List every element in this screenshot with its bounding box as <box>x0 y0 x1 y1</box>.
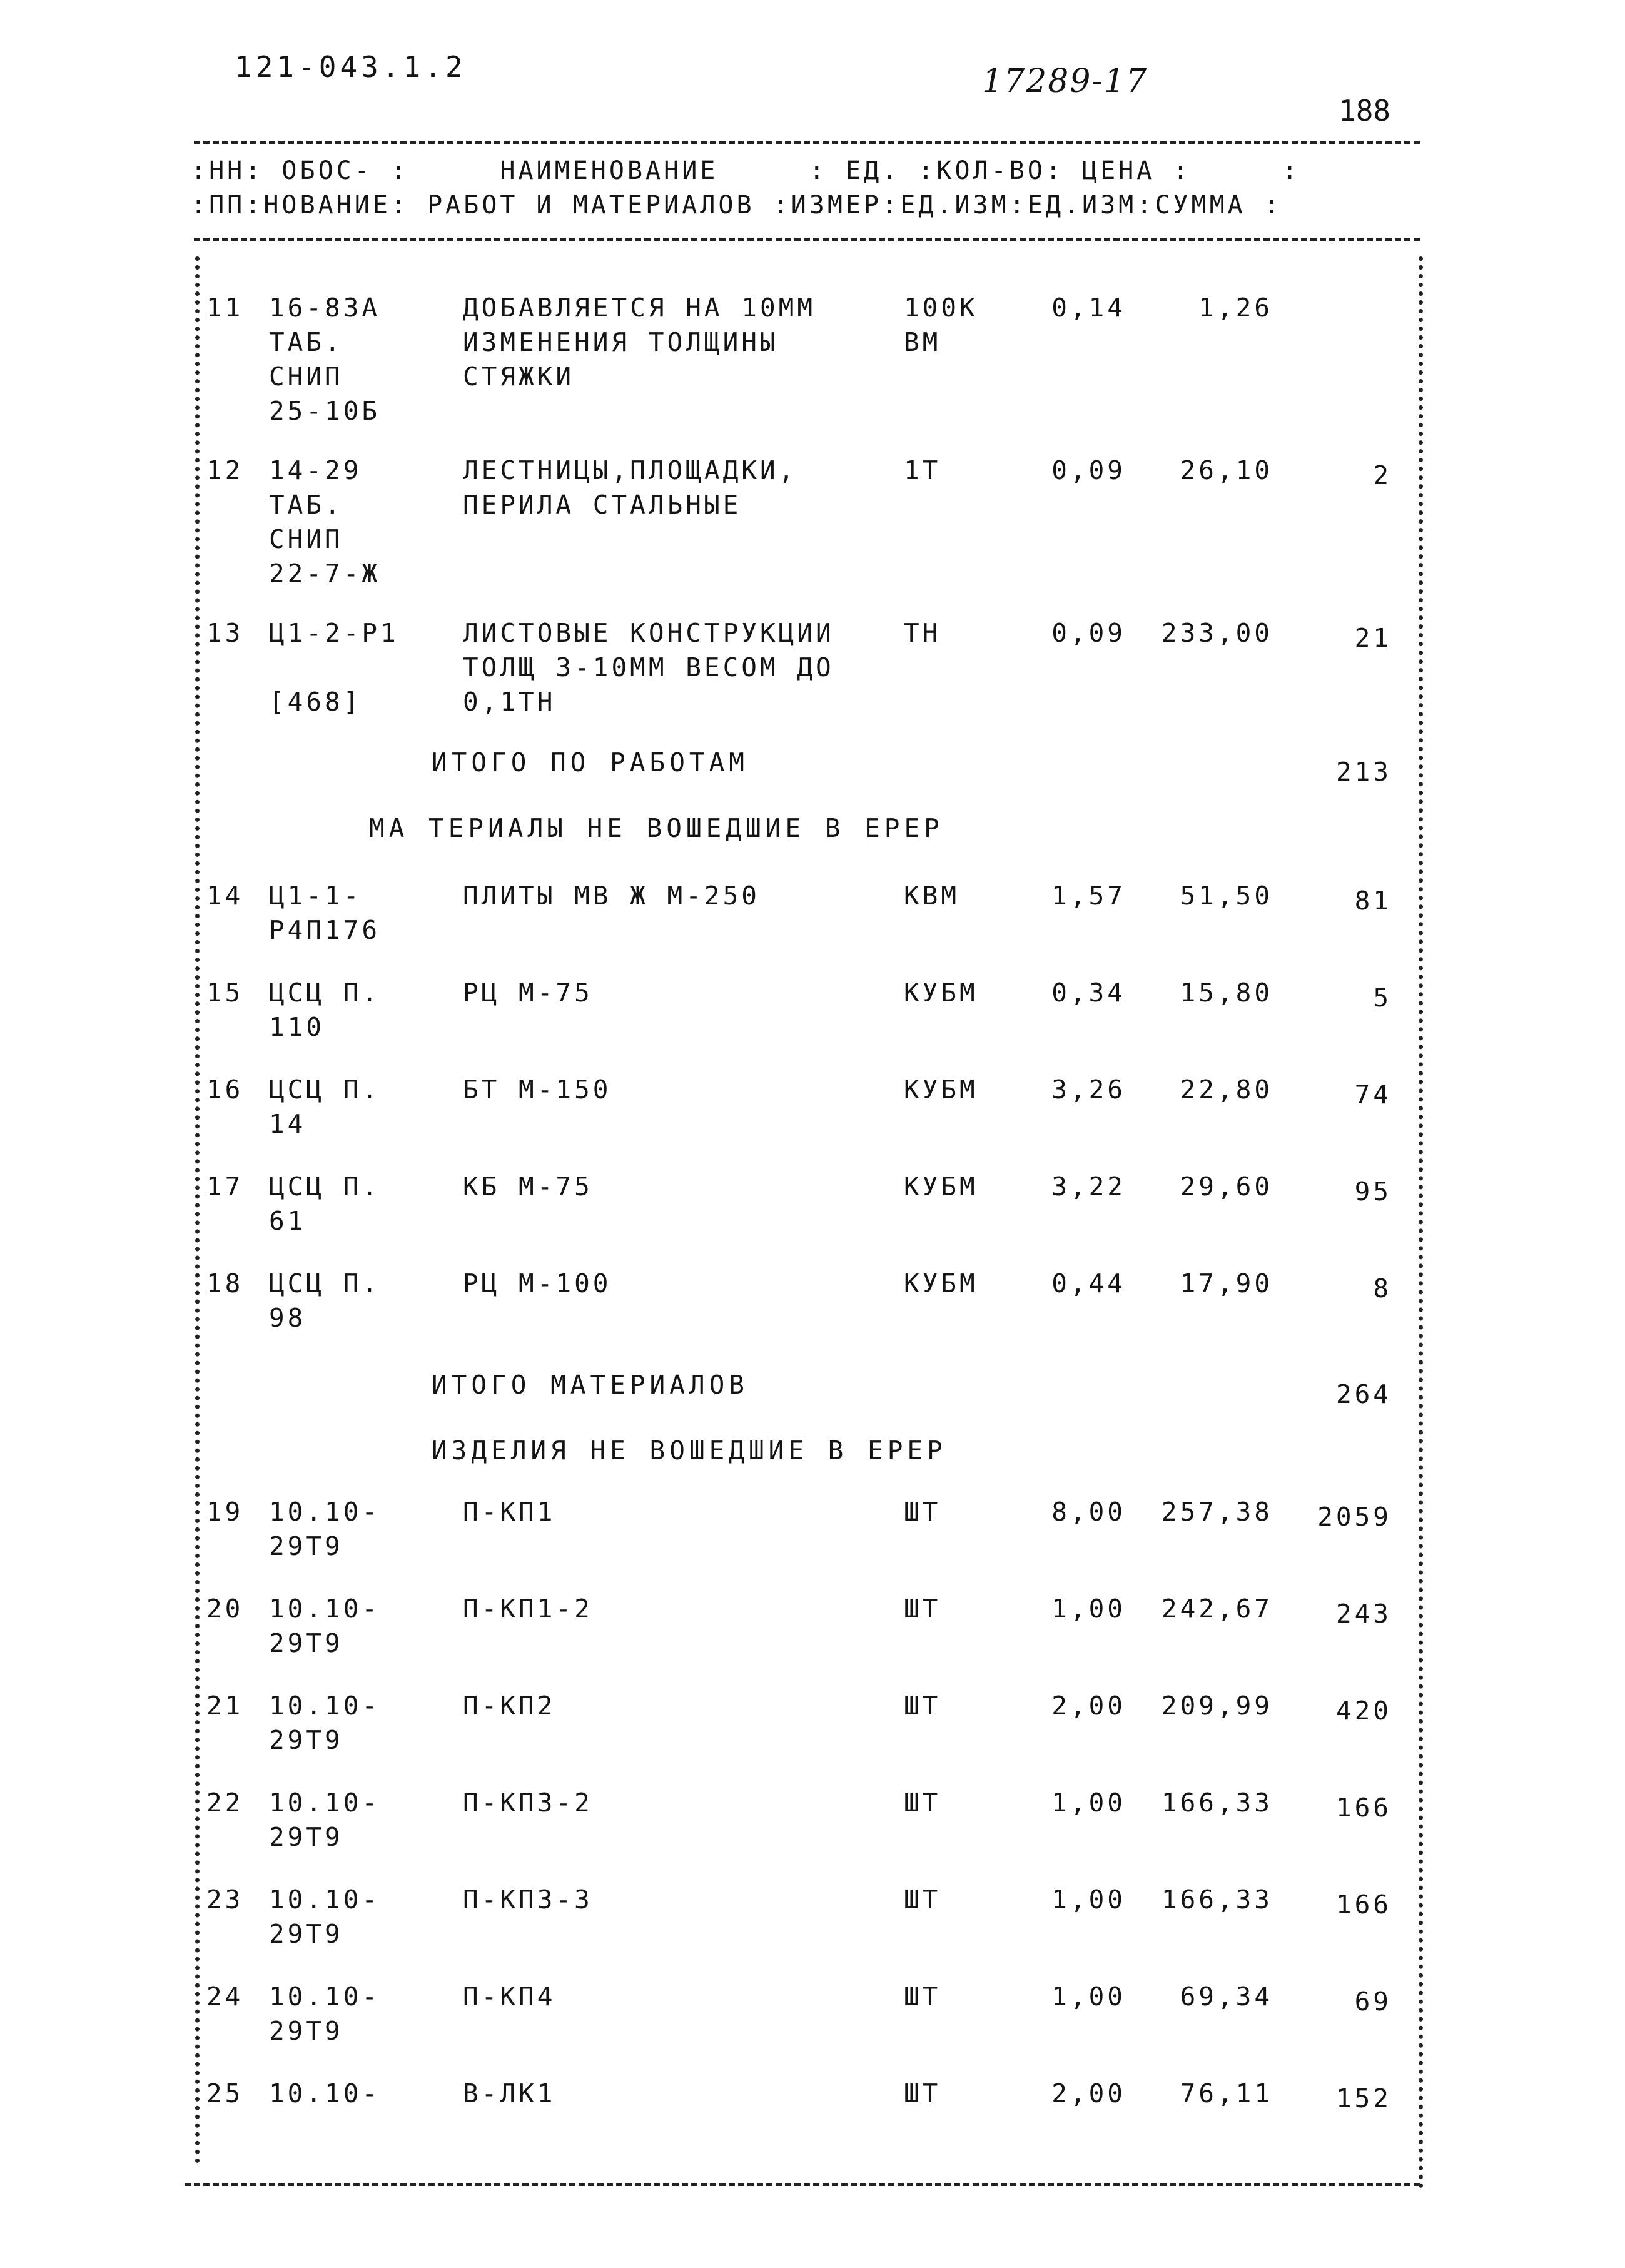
justification-code: 29Т9 <box>269 1822 343 1852</box>
unit-price: 233,00 <box>1161 618 1273 648</box>
row-number: 21 <box>206 1691 244 1721</box>
work-name: ИЗМЕНЕНИЯ ТОЛЩИНЫ <box>463 327 779 357</box>
line-sum: 420 <box>1335 1696 1392 1726</box>
unit-of-measure: ШТ <box>904 1594 941 1624</box>
table-header-line-2: :ПП:НОВАНИЕ: РАБОТ И МАТЕРИАЛОВ :ИЗМЕР:ЕД.ИЗМ:ЕД.ИЗМ:СУММА : <box>191 191 1282 220</box>
line-sum: 69 <box>1354 1987 1392 2017</box>
work-name: П-КП3-3 <box>463 1885 593 1915</box>
top-dashed-rule <box>194 141 1420 144</box>
work-name: ТОЛЩ 3-10ММ ВЕСОМ ДО <box>463 652 834 682</box>
justification-code: ЦСЦ П. <box>269 1075 381 1105</box>
unit-of-measure: 100К <box>904 293 978 323</box>
line-sum: 243 <box>1335 1599 1392 1629</box>
work-name: ПЛИТЫ МВ Ж М-250 <box>463 881 760 911</box>
work-name: П-КП3-2 <box>463 1788 593 1818</box>
unit-price: 26,10 <box>1180 455 1273 485</box>
justification-code: 25-10Б <box>269 396 381 426</box>
row-number: 23 <box>206 1885 244 1915</box>
justification-code: СНИП <box>269 362 343 392</box>
justification-code: ЦСЦ П. <box>269 978 381 1008</box>
quantity: 1,00 <box>1051 1788 1126 1818</box>
justification-code: СНИП <box>269 524 343 554</box>
section-label: МА ТЕРИАЛЫ НЕ ВОШЕДШИЕ В ЕРЕР <box>369 813 944 843</box>
justification-code: ЦСЦ П. <box>269 1268 381 1299</box>
justification-code: 10.10- <box>269 2078 381 2109</box>
row-number: 11 <box>206 293 244 323</box>
unit-of-measure: ШТ <box>904 1691 941 1721</box>
justification-code: 10.10- <box>269 1885 381 1915</box>
justification-code: Ц1-1- <box>269 881 362 911</box>
work-name: П-КП1-2 <box>463 1594 593 1624</box>
unit-price: 209,99 <box>1161 1691 1273 1721</box>
justification-code: 29Т9 <box>269 2016 343 2046</box>
row-number: 13 <box>206 618 244 648</box>
justification-code: ТАБ. <box>269 327 343 357</box>
unit-price: 15,80 <box>1180 978 1273 1008</box>
line-sum: 2059 <box>1317 1502 1392 1532</box>
work-name: РЦ М-75 <box>463 978 593 1008</box>
line-sum: 74 <box>1354 1080 1392 1110</box>
unit-of-measure: ШТ <box>904 1885 941 1915</box>
unit-price: 29,60 <box>1180 1172 1273 1202</box>
section-label: ИТОГО ПО РАБОТАМ <box>432 747 749 777</box>
quantity: 0,34 <box>1051 978 1126 1008</box>
justification-code: 10.10- <box>269 1691 381 1721</box>
justification-code: 14-29 <box>269 455 362 485</box>
row-number: 12 <box>206 455 244 485</box>
line-sum: 166 <box>1335 1793 1392 1823</box>
quantity: 1,00 <box>1051 1594 1126 1624</box>
section-label: ИТОГО МАТЕРИАЛОВ <box>432 1370 749 1400</box>
justification-code: ТАБ. <box>269 490 343 520</box>
line-sum: 81 <box>1354 886 1392 916</box>
unit-of-measure: КУБМ <box>904 978 978 1008</box>
justification-code: 16-83А <box>269 293 381 323</box>
section-label: ИЗДЕЛИЯ НЕ ВОШЕДШИЕ В ЕРЕР <box>432 1435 947 1466</box>
unit-price: 257,38 <box>1161 1497 1273 1527</box>
work-name: БТ М-150 <box>463 1075 612 1105</box>
unit-of-measure: КУБМ <box>904 1172 978 1202</box>
line-sum: 5 <box>1373 983 1392 1013</box>
unit-price: 166,33 <box>1161 1885 1273 1915</box>
quantity: 1,00 <box>1051 1982 1126 2012</box>
justification-code: 10.10- <box>269 1497 381 1527</box>
row-number: 24 <box>206 1982 244 2012</box>
work-name: В-ЛК1 <box>463 2078 556 2109</box>
unit-price: 51,50 <box>1180 881 1273 911</box>
quantity: 0,09 <box>1051 618 1126 648</box>
unit-of-measure: КВМ <box>904 881 960 911</box>
unit-of-measure: 1Т <box>904 455 941 485</box>
sheet-number: 17289-17 <box>982 63 1148 100</box>
line-sum: 95 <box>1354 1177 1392 1207</box>
justification-code: 14 <box>269 1109 306 1139</box>
work-name: П-КП4 <box>463 1982 556 2012</box>
row-number: 16 <box>206 1075 244 1105</box>
quantity: 0,44 <box>1051 1268 1126 1299</box>
quantity: 2,00 <box>1051 1691 1126 1721</box>
section-total: 264 <box>1335 1379 1392 1409</box>
row-number: 20 <box>206 1594 244 1624</box>
quantity: 1,57 <box>1051 881 1126 911</box>
line-sum: 166 <box>1335 1890 1392 1920</box>
unit-of-measure: ШТ <box>904 2078 941 2109</box>
justification-code: 22-7-Ж <box>269 559 381 589</box>
work-name: ДОБАВЛЯЕТСЯ НА 10ММ <box>463 293 816 323</box>
bottom-dashed-rule <box>185 2183 1420 2186</box>
row-number: 18 <box>206 1268 244 1299</box>
work-name: КБ М-75 <box>463 1172 593 1202</box>
page-number: 188 <box>1339 94 1391 128</box>
quantity: 1,00 <box>1051 1885 1126 1915</box>
work-name: 0,1ТН <box>463 687 556 717</box>
work-name: СТЯЖКИ <box>463 362 575 392</box>
row-number: 19 <box>206 1497 244 1527</box>
unit-of-measure: ТН <box>904 618 941 648</box>
quantity: 3,26 <box>1051 1075 1126 1105</box>
quantity: 2,00 <box>1051 2078 1126 2109</box>
unit-of-measure: ШТ <box>904 1497 941 1527</box>
justification-code: 98 <box>269 1303 306 1333</box>
justification-code: 110 <box>269 1012 325 1042</box>
work-name: П-КП2 <box>463 1691 556 1721</box>
row-number: 15 <box>206 978 244 1008</box>
unit-price: 242,67 <box>1161 1594 1273 1624</box>
justification-code: 29Т9 <box>269 1531 343 1561</box>
table-header-line-1: :НН: ОБОС- : НАИМЕНОВАНИЕ : ЕД. :КОЛ-ВО: ЦЕНА : : <box>191 156 1301 185</box>
line-sum: 21 <box>1354 623 1392 653</box>
justification-code: ЦСЦ П. <box>269 1172 381 1202</box>
justification-code: 10.10- <box>269 1788 381 1818</box>
unit-of-measure: КУБМ <box>904 1268 978 1299</box>
unit-price: 22,80 <box>1180 1075 1273 1105</box>
line-sum: 8 <box>1373 1273 1392 1304</box>
justification-code: 10.10- <box>269 1982 381 2012</box>
work-name: ЛИСТОВЫЕ КОНСТРУКЦИИ <box>463 618 834 648</box>
justification-code: 61 <box>269 1206 306 1236</box>
quantity: 0,14 <box>1051 293 1126 323</box>
unit-of-measure: ШТ <box>904 1982 941 2012</box>
header-dashed-rule <box>194 238 1420 241</box>
unit-price: 1,26 <box>1198 293 1273 323</box>
line-sum: 2 <box>1373 460 1392 490</box>
justification-code: Р4П176 <box>269 915 381 945</box>
work-name: РЦ М-100 <box>463 1268 612 1299</box>
unit-price: 17,90 <box>1180 1268 1273 1299</box>
right-dotted-border <box>1419 256 1423 2189</box>
row-number: 14 <box>206 881 244 911</box>
unit-price: 76,11 <box>1180 2078 1273 2109</box>
work-name: ЛЕСТНИЦЫ,ПЛОЩАДКИ, <box>463 455 797 485</box>
justification-code: 10.10- <box>269 1594 381 1624</box>
quantity: 3,22 <box>1051 1172 1126 1202</box>
document-code: 121-043.1.2 <box>235 50 467 84</box>
unit-of-measure: ВМ <box>904 327 941 357</box>
justification-code: Ц1-2-Р1 <box>269 618 399 648</box>
line-sum: 152 <box>1335 2083 1392 2114</box>
work-name: П-КП1 <box>463 1497 556 1527</box>
left-dotted-border <box>195 256 200 2164</box>
justification-code: 29Т9 <box>269 1628 343 1658</box>
justification-code: 29Т9 <box>269 1919 343 1949</box>
row-number: 22 <box>206 1788 244 1818</box>
unit-price: 166,33 <box>1161 1788 1273 1818</box>
section-total: 213 <box>1335 757 1392 787</box>
work-name: ПЕРИЛА СТАЛЬНЫЕ <box>463 490 742 520</box>
row-number: 17 <box>206 1172 244 1202</box>
unit-of-measure: ШТ <box>904 1788 941 1818</box>
unit-price: 69,34 <box>1180 1982 1273 2012</box>
justification-code: 29Т9 <box>269 1725 343 1755</box>
quantity: 8,00 <box>1051 1497 1126 1527</box>
unit-of-measure: КУБМ <box>904 1075 978 1105</box>
row-number: 25 <box>206 2078 244 2109</box>
justification-code: [468] <box>269 687 362 717</box>
quantity: 0,09 <box>1051 455 1126 485</box>
